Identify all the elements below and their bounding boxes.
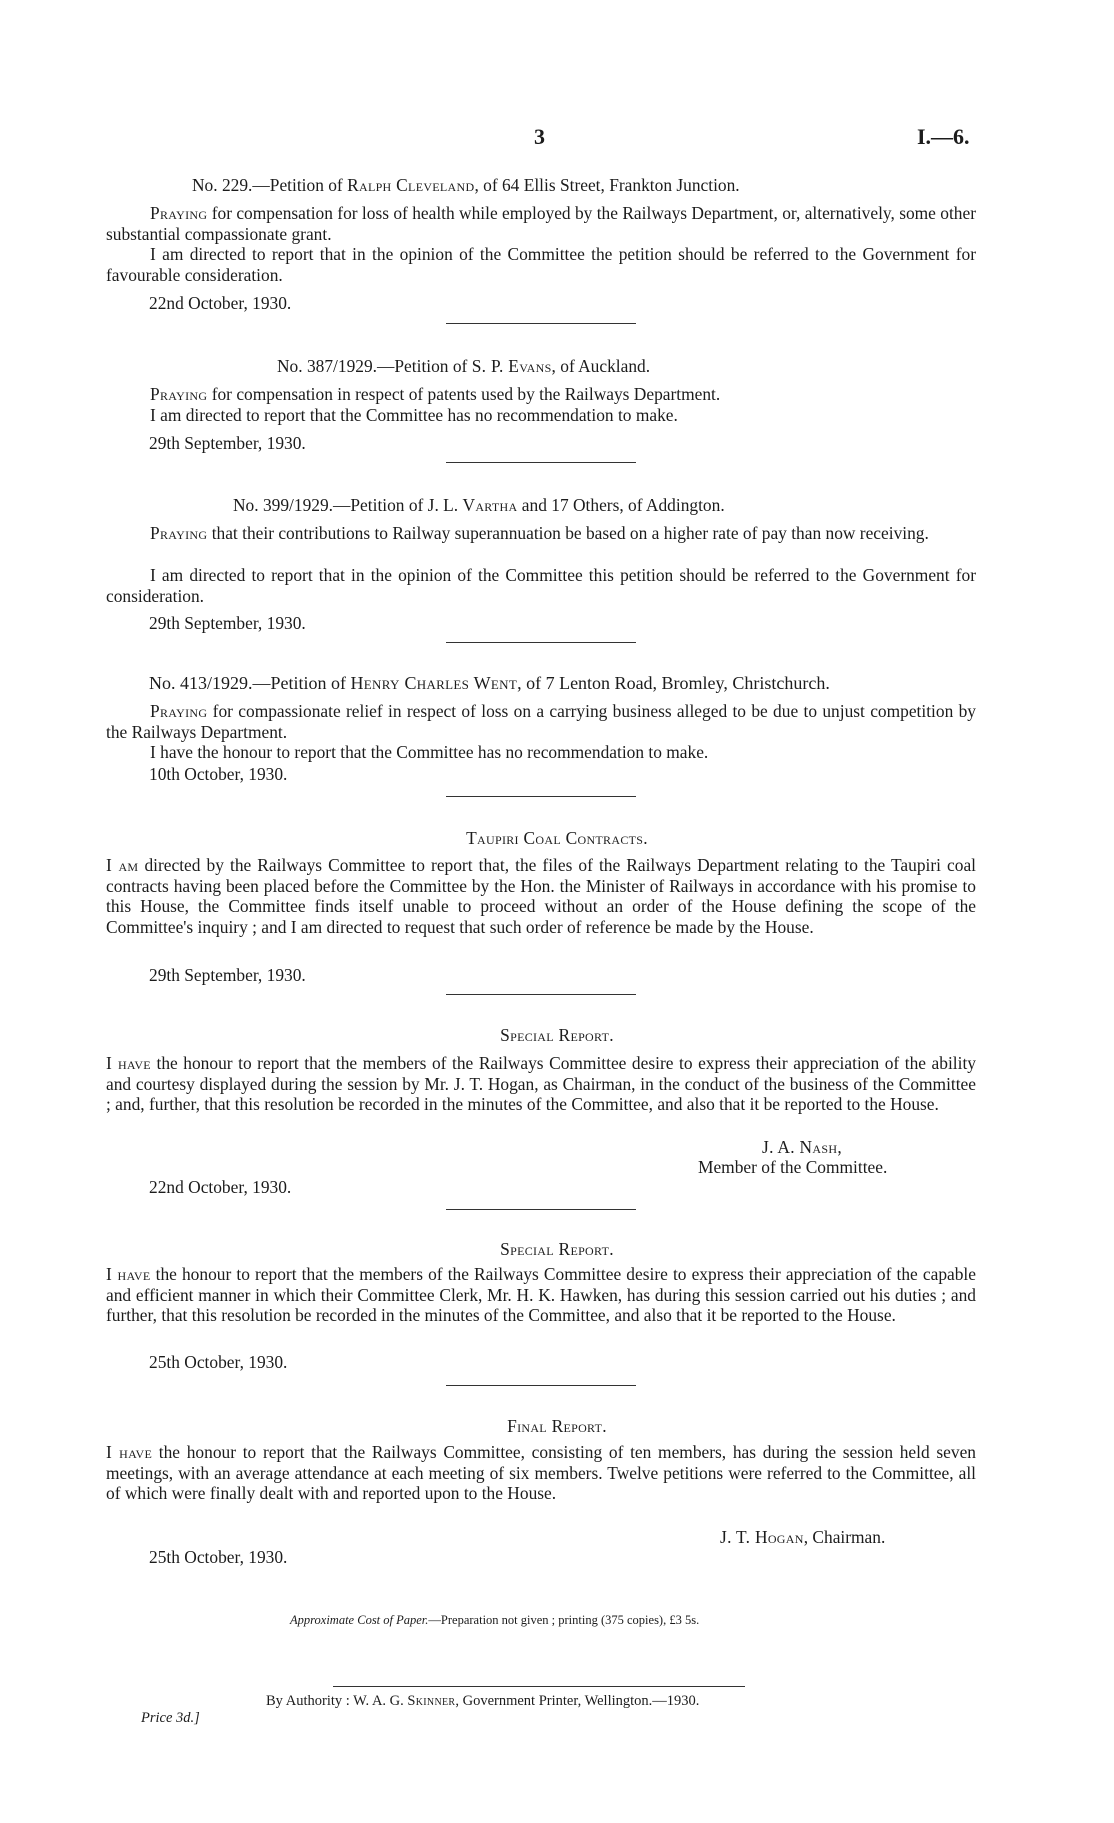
petitioner-name: Ralph Cleveland bbox=[347, 175, 475, 195]
footer-rule bbox=[333, 1686, 745, 1687]
section-divider bbox=[446, 796, 636, 797]
signature-role: Member of the Committee. bbox=[698, 1157, 888, 1177]
price: Price 3d.] bbox=[141, 1710, 200, 1726]
printer-authority: By Authority : W. A. G. Skinner, Government Printer, Wellington.—1930. bbox=[266, 1693, 700, 1709]
chairman-signature: J. T. Hogan, Chairman. bbox=[720, 1527, 886, 1547]
signature-name: J. A. Nash, bbox=[762, 1137, 842, 1157]
petition-399-date: 29th September, 1930. bbox=[149, 613, 306, 633]
final-report-date: 25th October, 1930. bbox=[149, 1547, 288, 1567]
petition-number: No. 413/1929. bbox=[149, 673, 253, 693]
petition-413-date: 10th October, 1930. bbox=[149, 764, 288, 784]
petition-387-report: I am directed to report that the Committee has no recommendation to make. bbox=[150, 405, 678, 425]
special-report-1-date: 22nd October, 1930. bbox=[149, 1177, 292, 1197]
petition-399-title: No. 399/1929.—Petition of J. L. Vartha and 17 Others, of Addington. bbox=[233, 495, 725, 515]
petition-399-praying: Praying that their contributions to Railway superannuation be based on a higher rate of pay than now receiving. bbox=[150, 523, 929, 543]
section-divider bbox=[446, 462, 636, 463]
final-report-body: I have the honour to report that the Railways Committee, consisting of ten members, has during the session held seven meetings, with an average attendance at each meeting of six members. Twelve petitions were referred to the Committee, all of which were finally dealt with and reported upon to the House. bbox=[106, 1442, 976, 1503]
section-divider bbox=[446, 1385, 636, 1386]
petitioner-name: Vartha bbox=[462, 495, 518, 515]
petition-229-praying: Praying for compensation for loss of health while employed by the Railways Department, or, alternatively, some other substantial compassionate grant. bbox=[106, 203, 976, 244]
section-divider bbox=[446, 323, 636, 324]
taupiri-heading: Taupiri Coal Contracts. bbox=[466, 828, 648, 848]
petition-387-title: No. 387/1929.—Petition of S. P. Evans, of Auckland. bbox=[277, 356, 651, 376]
petition-229-title: No. 229.—Petition of Ralph Cleveland, of 64 Ellis Street, Frankton Junction. bbox=[192, 175, 740, 195]
petitioner-name: Henry Charles Went bbox=[350, 673, 518, 693]
petition-number: No. 229. bbox=[192, 175, 253, 195]
final-report-heading: Final Report. bbox=[507, 1416, 607, 1436]
page-number: 3 bbox=[534, 124, 545, 149]
petition-229-date: 22nd October, 1930. bbox=[149, 293, 292, 313]
special-report-2-date: 25th October, 1930. bbox=[149, 1352, 288, 1372]
special-report-2-body: I have the honour to report that the members of the Railways Committee desire to express their appreciation of the capable and efficient manner in which their Committee Clerk, Mr. H. K. Hawken, has during this session carried out his duties ; and further, that this resolution be recorded in the minutes of the Committee, and also that it be reported to the House. bbox=[106, 1264, 976, 1325]
special-report-2-heading: Special Report. bbox=[500, 1239, 614, 1259]
petition-number: No. 399/1929. bbox=[233, 495, 333, 515]
petitioner-name: S. P. Evans bbox=[471, 356, 552, 376]
section-divider bbox=[446, 642, 636, 643]
petition-387-date: 29th September, 1930. bbox=[149, 433, 306, 453]
petition-229-report: I am directed to report that in the opinion of the Committee the petition should be referred to the Government for favourable consideration. bbox=[106, 244, 976, 285]
cost-of-paper: Approximate Cost of Paper.—Preparation not given ; printing (375 copies), £3 5s. bbox=[290, 1613, 700, 1627]
section-divider bbox=[446, 1209, 636, 1210]
taupiri-date: 29th September, 1930. bbox=[149, 965, 306, 985]
special-report-1-heading: Special Report. bbox=[500, 1025, 614, 1045]
petition-413-title: No. 413/1929.—Petition of Henry Charles Went, of 7 Lenton Road, Bromley, Christchurch. bbox=[149, 673, 830, 693]
petition-number: No. 387/1929. bbox=[277, 356, 377, 376]
petition-413-praying: Praying for compassionate relief in respect of loss on a carrying business alleged to be due to unjust competition by the Railways Department. bbox=[106, 701, 976, 742]
petition-399-report: I am directed to report that in the opinion of the Committee this petition should be referred to the Government for consideration. bbox=[106, 565, 976, 606]
petition-387-praying: Praying for compensation in respect of patents used by the Railways Department. bbox=[150, 384, 721, 404]
taupiri-body: I am directed by the Railways Committee to report that, the files of the Railways Department relating to the Taupiri coal contracts having been placed before the Committee by the Hon. the Minister of Railways in accordance with his promise to this House, the Committee finds itself unable to proceed without an order of the House defining the scope of the Committee's inquiry ; and I am directed to request that such order of reference be made by the House. bbox=[106, 855, 976, 937]
section-divider bbox=[446, 994, 636, 995]
petition-413-report: I have the honour to report that the Committee has no recommendation to make. bbox=[150, 742, 709, 762]
special-report-1-body: I have the honour to report that the members of the Railways Committee desire to express their appreciation of the ability and courtesy displayed during the session by Mr. J. T. Hogan, as Chairman, in the conduct of the business of the Committee ; and, further, that this resolution be recorded in the minutes of the Committee, and also that it be reported to the House. bbox=[106, 1053, 976, 1114]
document-reference: I.—6. bbox=[917, 124, 970, 149]
